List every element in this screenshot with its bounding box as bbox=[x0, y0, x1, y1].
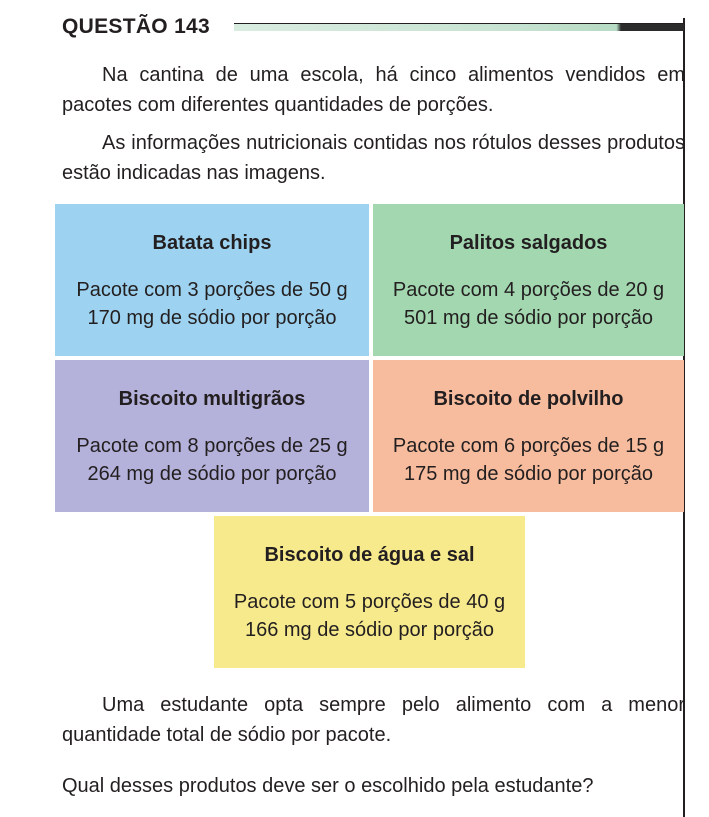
product-box-batata-chips bbox=[55, 204, 369, 356]
product-box-biscoito-de-agua-e-sal bbox=[214, 516, 525, 668]
product-package: Pacote com 5 porções de 40 g bbox=[233, 591, 506, 613]
info-paragraph: As informações nutricionais contidas nos rótulos desses produtos estão indicadas nas imagens. bbox=[62, 132, 685, 184]
product-box-palitos-salgados bbox=[373, 204, 684, 356]
product-name: Batata chips bbox=[152, 232, 272, 254]
product-package: Pacote com 4 porções de 20 g bbox=[392, 279, 665, 301]
product-package: Pacote com 8 porções de 25 g bbox=[76, 435, 348, 457]
product-name: Biscoito multigrãos bbox=[118, 388, 306, 410]
product-sodium: 501 mg de sódio por porção bbox=[403, 307, 654, 329]
product-sodium: 166 mg de sódio por porção bbox=[244, 619, 495, 641]
question-prompt: Qual desses produtos deve ser o escolhido pela estudante? bbox=[62, 775, 594, 797]
product-name: Biscoito de água e sal bbox=[264, 544, 475, 566]
product-box-biscoito-multigraos bbox=[55, 360, 369, 512]
product-sodium: 170 mg de sódio por porção bbox=[87, 307, 337, 329]
header-rule bbox=[234, 23, 684, 31]
product-package: Pacote com 3 porções de 50 g bbox=[76, 279, 348, 301]
product-sodium: 175 mg de sódio por porção bbox=[403, 463, 654, 485]
question-title: QUESTÃO 143 bbox=[62, 15, 211, 38]
condition-paragraph: Uma estudante opta sempre pelo alimento com a menor quantidade total de sódio por pacote. bbox=[62, 694, 685, 746]
product-box-biscoito-de-polvilho bbox=[373, 360, 684, 512]
product-package: Pacote com 6 porções de 15 g bbox=[392, 435, 665, 457]
product-sodium: 264 mg de sódio por porção bbox=[87, 463, 337, 485]
product-name: Palitos salgados bbox=[449, 232, 608, 254]
product-name: Biscoito de polvilho bbox=[433, 388, 624, 410]
question-header bbox=[62, 14, 210, 40]
intro-paragraph: Na cantina de uma escola, há cinco alimentos vendidos em pacotes com diferentes quantidades de porções. bbox=[62, 64, 685, 116]
